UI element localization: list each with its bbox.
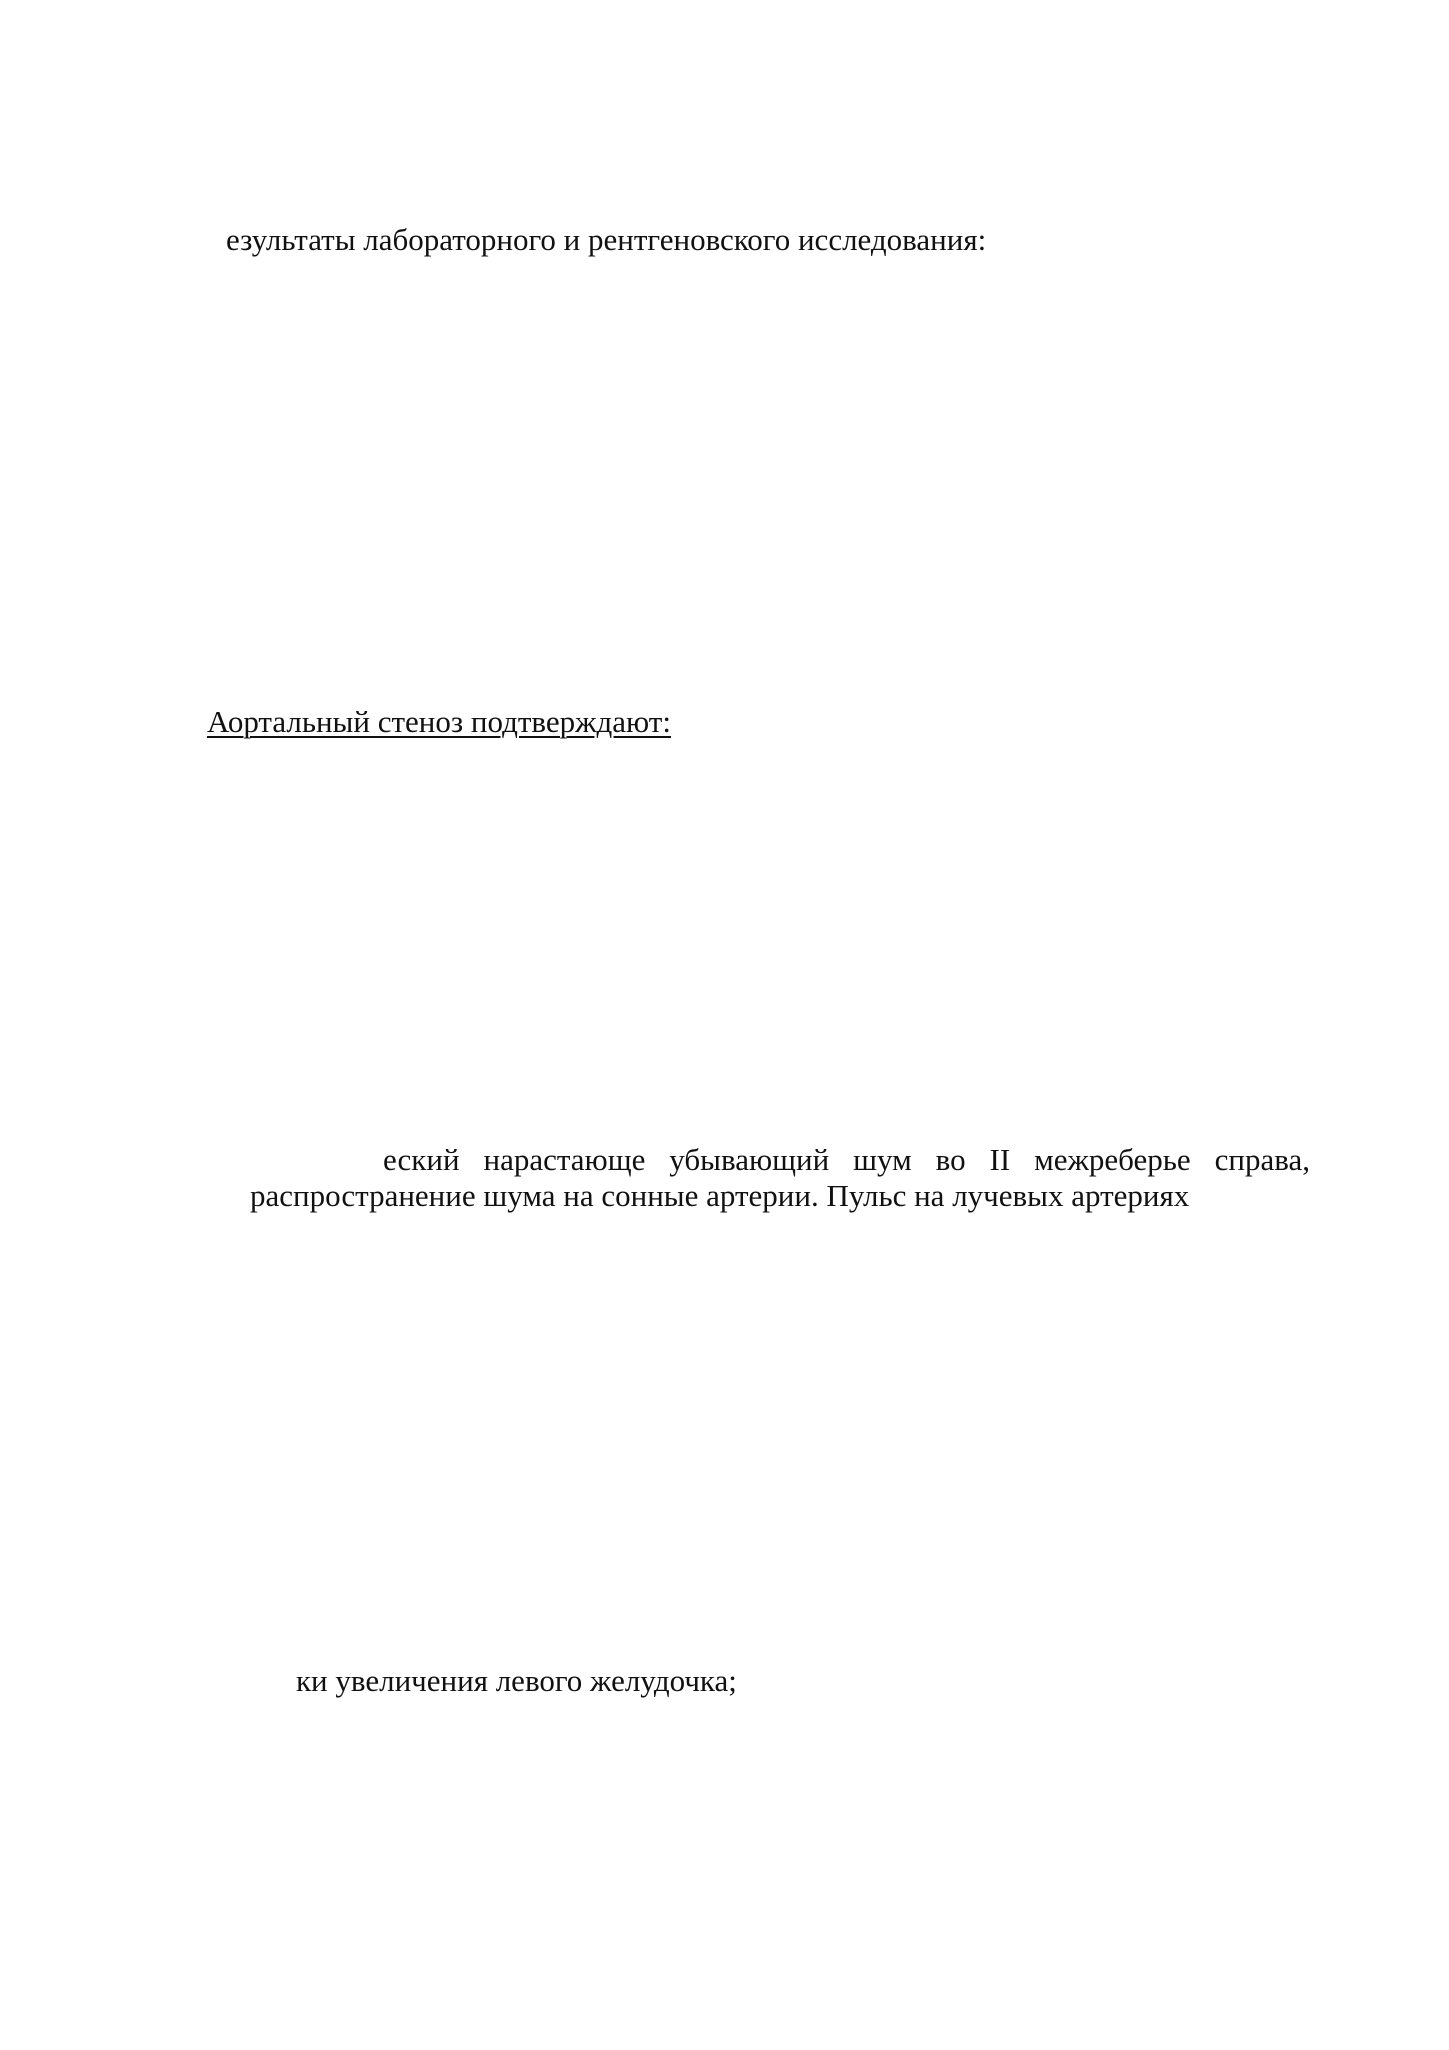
aortic-stenosis-heading: Аортальный стеноз подтверждают: (207, 704, 671, 739)
results-heading: езультаты лабораторного и рентгеновского исследования: (226, 222, 987, 257)
murmur-line-1: еский нарастающе убывающий шум во II межреберье справа, (383, 1142, 1310, 1177)
murmur-paragraph (250, 1142, 1310, 1214)
murmur-line-2: распространение шума на сонные артерии. Пульс на лучевых артериях (250, 1178, 1190, 1213)
left-ventricle-line: ки увеличения левого желудочка; (296, 1663, 737, 1698)
